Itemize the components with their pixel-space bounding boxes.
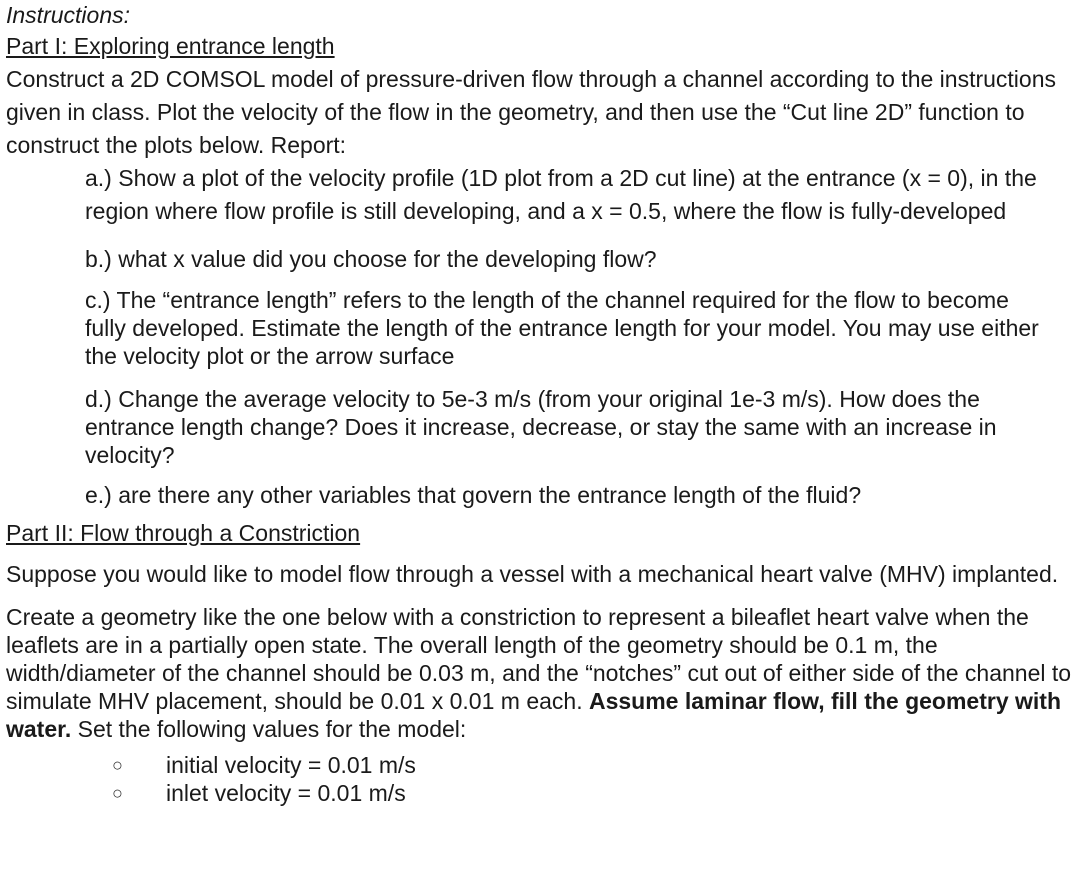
bullet-text: initial velocity = 0.01 m/s <box>166 752 416 778</box>
part1-item-a: a.) Show a plot of the velocity profile (1D plot from a 2D cut line) at the entrance (x = 0), in the region where flow profile is still developing, and a x = 0.5, where the flow is fully-developed <box>85 165 1037 224</box>
part2-para2-bold: Assume laminar flow, fill the geometry with water. <box>6 688 1062 742</box>
hollow-circle-bullet-icon: ○ <box>112 755 123 775</box>
part2-para1: Suppose you would like to model flow through a vessel with a mechanical heart valve (MHV) implanted. <box>6 561 1059 587</box>
part1-item-c: c.) The “entrance length” refers to the length of the channel required for the flow to become fully developed. Estimate the length of the entrance length for your model. You may use either the velocity plot or the arrow surface <box>85 287 1039 369</box>
document-page <box>6 0 1072 807</box>
part1-item-b: b.) what x value did you choose for the developing flow? <box>85 246 657 272</box>
instructions-heading: Instructions: <box>6 2 130 28</box>
part2-para2-tail: Set the following values for the model: <box>71 716 467 742</box>
hollow-circle-bullet-icon: ○ <box>112 783 123 803</box>
list-item <box>6 751 1072 779</box>
part1-item-d: d.) Change the average velocity to 5e-3 m/s (from your original 1e-3 m/s). How does the entrance length change? Does it increase, decrease, or stay the same with an increase in velocity? <box>85 386 997 468</box>
bullet-text: inlet velocity = 0.01 m/s <box>166 780 406 806</box>
part1-intro: Construct a 2D COMSOL model of pressure-driven flow through a channel according to the instructions given in class. Plot the velocity of the flow in the geometry, and then use the “Cut line 2D” function to construct the plots below. Report: <box>6 66 1056 158</box>
part2-para2-text: Create a geometry like the one below with a constriction to represent a bileaflet heart valve when the leaflets are in a partially open state. The overall length of the geometry should be 0.1 m, the width/diameter of the channel should be 0.03 m, and the “notches” cut out of either side of the channel to simulate MHV placement, should be 0.01 x 0.01 m each. <box>6 604 1072 714</box>
part2-para2 <box>6 603 1072 743</box>
part2-heading: Part II: Flow through a Constriction <box>6 520 361 546</box>
list-item <box>6 779 1072 807</box>
part1-heading: Part I: Exploring entrance length <box>6 33 335 59</box>
model-values-list <box>6 751 1072 807</box>
part1-item-e: e.) are there any other variables that govern the entrance length of the fluid? <box>85 482 862 508</box>
